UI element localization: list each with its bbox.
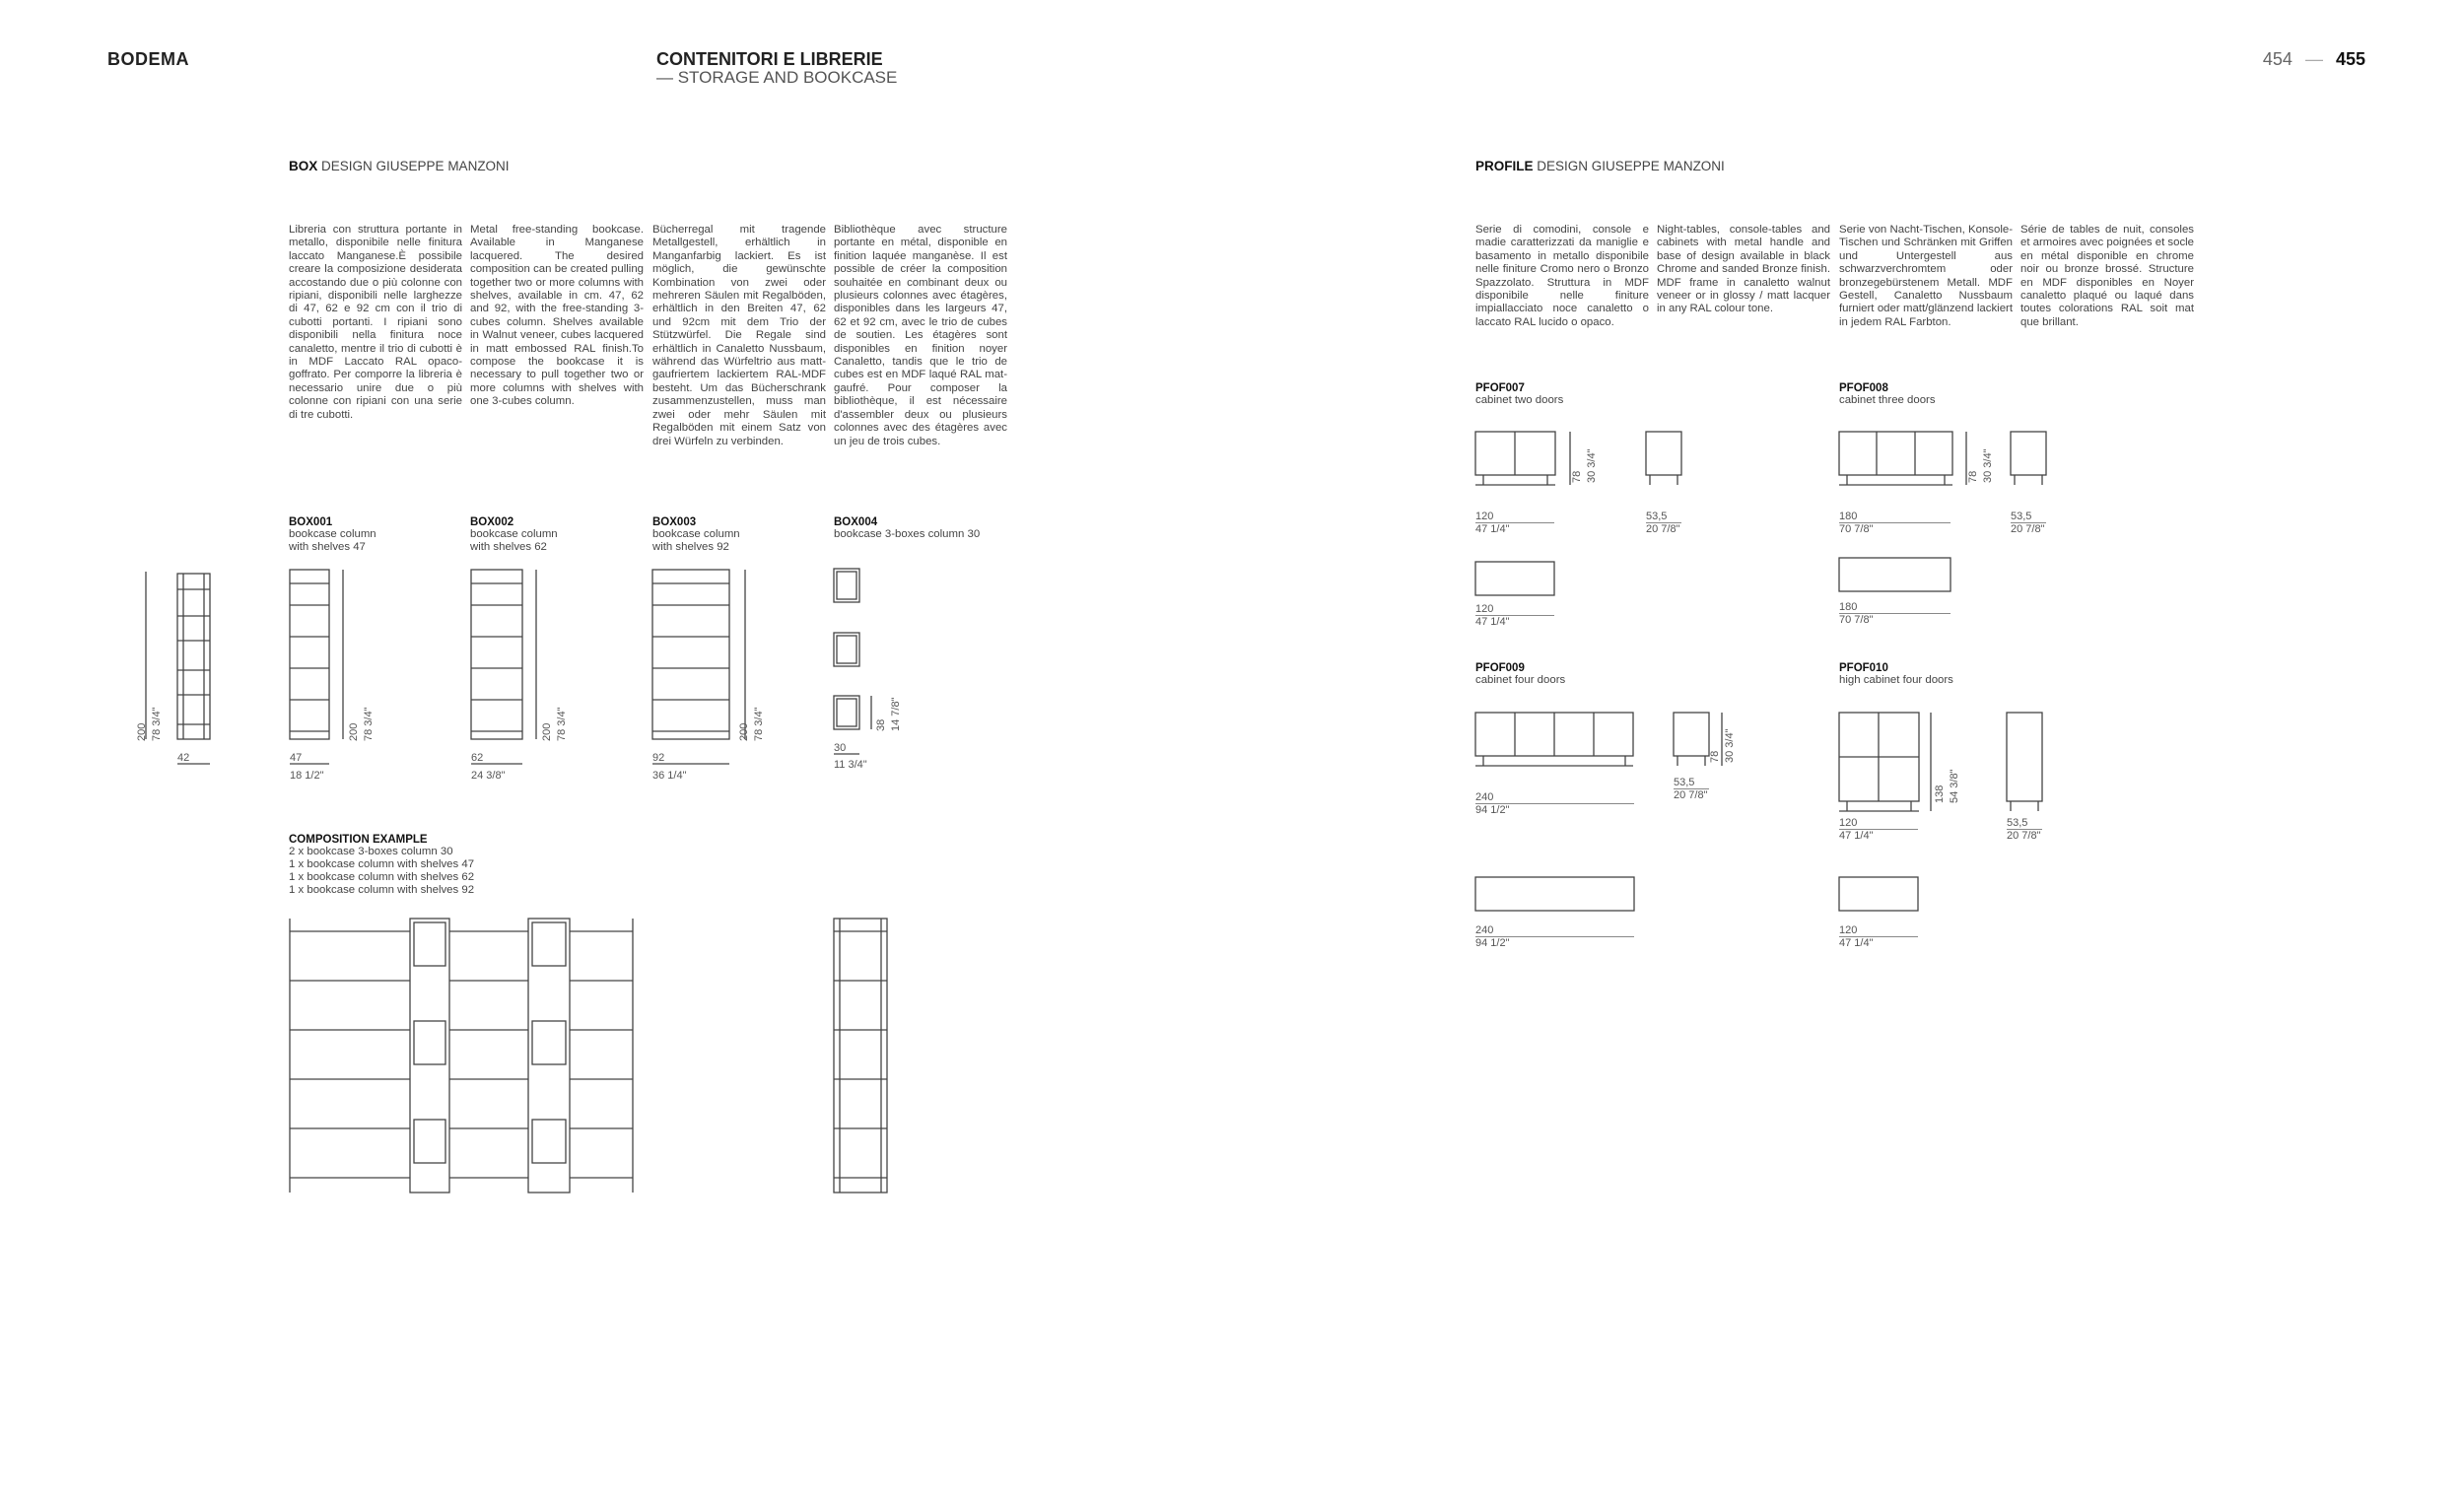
dim-value: 200 <box>136 722 148 741</box>
pfof008-label <box>1839 382 1936 407</box>
product-code: BOX003 <box>652 516 697 528</box>
pfof008-height-in <box>1982 449 1994 484</box>
product-desc: bookcase 3-boxes column 30 <box>834 528 981 540</box>
product-code: BOX004 <box>834 516 878 528</box>
dim-value: 78 3/4" <box>151 707 163 741</box>
dim-value: 47 1/4" <box>1475 616 1510 628</box>
dim-value: 240 <box>1475 924 1494 936</box>
pfof007-height-in <box>1586 449 1598 484</box>
page-number-left: 454 <box>2262 49 2293 69</box>
dim-value: 240 <box>1475 791 1494 803</box>
box-description-it: Libreria con struttura portante in metallo, disponibile nelle finitura laccato Manganese.È possibile creare la composizione desiderata accostando due o più colonne con ripiani, disponibili nelle larghezze di 47, 62 e 92 cm con il trio di cubotti portanti. I ripiani sono disponibili nella finitura noce canaletto, mentre il trio di cubotti è in MDF Laccato RAL opaco-goffrato. Per comporre la libreria è necessario unire due o più colonne con ripiani con una serie di tre cubotti. <box>289 224 462 421</box>
dim-value: 120 <box>1839 817 1858 829</box>
dim-value: 120 <box>1475 511 1494 522</box>
box003-width: 92 <box>652 752 665 764</box>
dim-value: 70 7/8" <box>1839 523 1874 535</box>
dim-value: 53,5 <box>2011 511 2032 522</box>
pfof009-width <box>1475 791 1634 816</box>
box-description-de: Bücherregal mit tragende Metallgestell, erhältlich in Manganfarbig lackiert. Es ist möglich, die gewünschte Kombination von zwei oder mehreren Säulen mit Regalböden, erhältlich in den Breiten 47, 62 und 92cm mit dem Trio der Stützwürfel. Die Regale sind erhältlich in Canaletto Nussbaum, während das Würfeltrio aus matt-gaufriertem lackiertem RAL-MDF besteht. Um das Bücherschrank zusammenzustellen, muss man zwei oder mehr Säulen mit Regalböden mit einem Satz von drei Würfeln zu verbinden. <box>652 224 826 447</box>
pfof009-label <box>1475 662 1565 687</box>
box-designer: DESIGN GIUSEPPE MANZONI <box>321 159 510 173</box>
dim-value: 78 <box>1709 750 1721 763</box>
profile-product-name: PROFILE <box>1475 159 1534 173</box>
box-side-height-in <box>151 708 163 742</box>
profile-description-fr: Série de tables de nuit, consoles et armoires avec poignées et socle en métal disponible en chrome noir ou bronze brossé. Structure en MDF disponibles en Noyer canaletto plaqué ou laqué dans toutes colorations RAL soit mat que brillant. <box>2020 224 2195 328</box>
dim-value: 30 3/4" <box>1724 728 1736 763</box>
product-desc: cabinet two doors <box>1475 394 1564 406</box>
box004-height-in <box>890 698 902 732</box>
dim-value: 78 3/4" <box>753 707 765 741</box>
box-side-height <box>136 723 148 741</box>
dim-value: 78 <box>1571 470 1583 483</box>
dim-value: 200 <box>738 722 750 741</box>
pfof009-depth <box>1674 777 1709 801</box>
pfof008-depth <box>2011 511 2046 535</box>
box003-height <box>738 723 750 741</box>
product-desc: with shelves 47 <box>289 541 366 553</box>
dim-value: 53,5 <box>2007 817 2028 829</box>
pfof010-top-width <box>1839 924 1918 949</box>
profile-description-en: Night-tables, console-tables and cabinets with metal handle and base of design available in black Chrome and sanded Bronze finish. MDF frame in canaletto walnut veneer or in glossy / matt lacquer in any RAL colour tone. <box>1657 224 1830 315</box>
box002-drawing <box>471 570 536 764</box>
dim-value: 180 <box>1839 511 1858 522</box>
box002-width-in: 24 3/8" <box>471 770 506 782</box>
dim-value: 53,5 <box>1646 511 1668 522</box>
pfof007-top-width <box>1475 603 1554 628</box>
product-desc: bookcase column <box>652 528 740 540</box>
dim-value: 47 1/4" <box>1839 937 1874 949</box>
profile-section-heading <box>1475 159 1725 173</box>
dim-value: 38 <box>875 718 887 731</box>
product-code: PFOF010 <box>1839 662 1888 674</box>
composition-front-drawing <box>290 919 633 1193</box>
box001-drawing <box>290 570 343 764</box>
composition-line: 1 x bookcase column with shelves 92 <box>289 884 475 896</box>
dim-value: 14 7/8" <box>890 697 902 731</box>
box004-drawing <box>834 569 871 754</box>
box002-height-in <box>556 708 568 742</box>
pfof009-height-in <box>1724 729 1736 764</box>
product-desc: bookcase column <box>470 528 558 540</box>
dim-value: 53,5 <box>1674 777 1695 788</box>
product-code: PFOF007 <box>1475 382 1525 394</box>
box004-width-in: 11 3/4" <box>834 759 867 771</box>
product-code: PFOF008 <box>1839 382 1888 394</box>
dim-value: 120 <box>1475 603 1494 615</box>
page-number-right: 455 <box>2335 49 2365 69</box>
pfof008-height <box>1967 471 1979 483</box>
pfof009-height <box>1709 751 1721 763</box>
page-subtitle: — STORAGE AND BOOKCASE <box>656 68 898 87</box>
dim-value: 70 7/8" <box>1839 614 1874 626</box>
dim-value: 30 3/4" <box>1586 448 1598 483</box>
dim-value: 78 3/4" <box>363 707 375 741</box>
product-code: BOX002 <box>470 516 514 528</box>
page-title: CONTENITORI E LIBRERIE <box>656 49 883 69</box>
dim-value: 47 1/4" <box>1839 830 1874 842</box>
product-code: PFOF009 <box>1475 662 1525 674</box>
box001-width-in: 18 1/2" <box>290 770 324 782</box>
pfof007-height <box>1571 471 1583 483</box>
dim-value: 78 3/4" <box>556 707 568 741</box>
dim-value: 120 <box>1839 924 1858 936</box>
dim-value: 78 <box>1967 470 1979 483</box>
dim-value: 20 7/8" <box>1674 789 1708 801</box>
box-description-en: Metal free-standing bookcase. Available in Manganese lacquered. The desired composition can be created pulling together two or more columns with shelves, available in cm. 47, 62 and 92, with the free-standing 3-cubes column. Shelves available in Walnut veneer, cubes lacquered in matt embossed RAL finish.To compose the bookcase it is necessary to pull together two or more columns with shelves with one 3-cubes column. <box>470 224 644 408</box>
pfof010-label <box>1839 662 1953 687</box>
dim-value: 20 7/8" <box>1646 523 1680 535</box>
pfof007-depth <box>1646 511 1681 535</box>
brand-name: BODEMA <box>107 49 189 69</box>
box001-width: 47 <box>290 752 303 764</box>
dim-value: 138 <box>1934 784 1946 803</box>
dim-value: 54 3/8" <box>1949 769 1960 803</box>
product-desc: bookcase column <box>289 528 376 540</box>
composition-side-drawing <box>834 919 887 1193</box>
pfof010-depth <box>2007 817 2042 842</box>
composition-example <box>289 834 474 897</box>
profile-description-it: Serie di comodini, console e madie caratterizzati da maniglie e basamento in metallo disponibile nelle finiture Cromo nero o Bronzo Spazzolato. Struttura in MDF disponibile nelle finiture impiallacciato noce canaletto o laccato RAL lucido o opaco. <box>1475 224 1649 328</box>
box004-height <box>875 719 887 731</box>
dim-value: 20 7/8" <box>2007 830 2041 842</box>
box-description-fr: Bibliothèque avec structure portante en métal, disponible en finition laquée manganèse. Il est possible de créer la composition souhaitée en combinant deux ou plusieurs colonnes avec étagères, disponibles dans les largeurs 47, 62 et 92 cm, avec le trio de cubes de soutien. Les étagères sont disponibles en finition noyer Canaletto, tandis que le trio de cubes est en MDF laqué RAL mat-gaufré. Pour composer la bibliothèque, il est nécessaire d'assembler deux ou plusieurs colonnes avec des étagères avec un jeu de trois cubes. <box>834 224 1007 447</box>
box003-width-in: 36 1/4" <box>652 770 687 782</box>
pfof007-width <box>1475 511 1554 535</box>
pfof008-top-width <box>1839 601 1951 626</box>
box001-height-in <box>363 708 375 742</box>
pfof009-top-width <box>1475 924 1634 949</box>
pfof010-height-in <box>1949 770 1960 804</box>
composition-title: COMPOSITION EXAMPLE <box>289 834 428 846</box>
pfof010-drawing <box>1839 713 2042 911</box>
profile-description-de: Serie von Nacht-Tischen, Konsole-Tischen und Schränken mit Griffen und Untergestell aus schwarzverchromtem oder bronzegebürstenem Metall. MDF Gestell, Canaletto Nussbaum furniert oder matt/glänzend lackiert in jedem RAL Farbton. <box>1839 224 2013 328</box>
pfof010-height <box>1934 785 1946 803</box>
dim-value: 20 7/8" <box>2011 523 2045 535</box>
dim-value: 30 3/4" <box>1982 448 1994 483</box>
product-desc: cabinet four doors <box>1475 674 1566 686</box>
box003-drawing <box>652 570 745 764</box>
dim-value: 180 <box>1839 601 1858 613</box>
box001-height <box>348 723 360 741</box>
profile-designer: DESIGN GIUSEPPE MANZONI <box>1537 159 1725 173</box>
box004-width: 30 <box>834 742 847 754</box>
box002-height <box>541 723 553 741</box>
box002-width: 62 <box>471 752 484 764</box>
product-desc: high cabinet four doors <box>1839 674 1953 686</box>
pfof010-width <box>1839 817 1918 842</box>
product-desc: with shelves 62 <box>470 541 547 553</box>
pfof008-width <box>1839 511 1951 535</box>
dim-value: 94 1/2" <box>1475 937 1510 949</box>
box-product-name: BOX <box>289 159 318 173</box>
dim-value: 47 1/4" <box>1475 523 1510 535</box>
pfof007-label <box>1475 382 1563 407</box>
product-desc: with shelves 92 <box>652 541 729 553</box>
box-side-depth: 42 <box>177 752 190 764</box>
composition-line: 1 x bookcase column with shelves 47 <box>289 858 475 870</box>
page-number-separator: — <box>2304 49 2323 69</box>
product-desc: cabinet three doors <box>1839 394 1936 406</box>
dim-value: 94 1/2" <box>1475 804 1510 816</box>
composition-line: 2 x bookcase 3-boxes column 30 <box>289 846 453 857</box>
product-code: BOX001 <box>289 516 333 528</box>
composition-line: 1 x bookcase column with shelves 62 <box>289 871 475 883</box>
box003-height-in <box>753 708 765 742</box>
dim-value: 200 <box>348 722 360 741</box>
dim-value: 200 <box>541 722 553 741</box>
